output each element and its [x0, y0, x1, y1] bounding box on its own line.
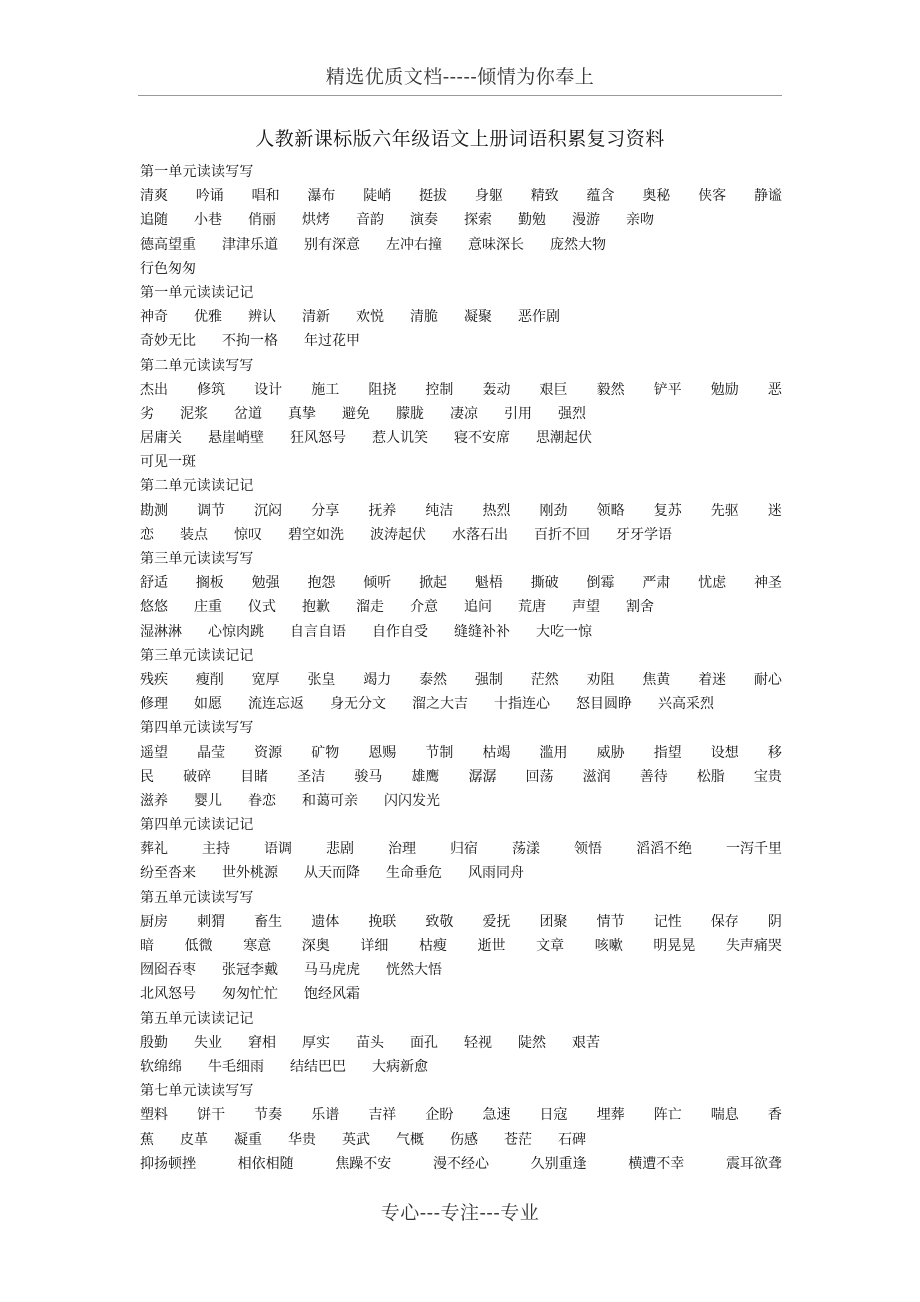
vocab-word: 静谧 — [753, 188, 782, 205]
vocab-word: 精致 — [530, 188, 559, 205]
vocab-word: 波涛起伏 — [370, 526, 426, 543]
vocab-word: 日寇 — [539, 1107, 568, 1124]
vocab-word: 香 — [767, 1107, 782, 1124]
vocab-word: 漫不经心 — [432, 1155, 489, 1172]
vocab-word: 抚养 — [368, 502, 397, 519]
vocab-word: 和蔼可亲 — [302, 792, 358, 809]
vocab-word: 茫然 — [530, 671, 559, 688]
vocab-word: 眷恋 — [248, 792, 276, 809]
word-line — [140, 668, 782, 692]
vocab-word: 殷勤 — [140, 1034, 168, 1051]
header-rule — [138, 95, 782, 96]
vocab-word: 侠客 — [698, 188, 727, 205]
vocab-word: 悲剧 — [326, 841, 354, 858]
vocab-word: 苍茫 — [504, 1131, 532, 1148]
section-heading: 第五单元读读记记 — [140, 1010, 254, 1027]
vocab-word: 勘测 — [140, 502, 168, 519]
word-line — [140, 523, 782, 547]
vocab-word: 左冲右撞 — [386, 236, 442, 253]
vocab-word: 久别重逢 — [530, 1155, 587, 1172]
vocab-word: 惹人讥笑 — [372, 430, 428, 447]
vocab-word: 凄凉 — [450, 405, 478, 422]
vocab-word: 溜走 — [356, 599, 384, 616]
word-line — [140, 1103, 782, 1127]
vocab-word: 挽联 — [368, 913, 397, 930]
vocab-word: 失声痛哭 — [725, 938, 782, 954]
vocab-word: 掀起 — [419, 575, 448, 592]
vocab-word: 英武 — [342, 1131, 370, 1148]
word-line — [140, 595, 782, 619]
vocab-word: 匆匆忙忙 — [222, 986, 278, 1003]
vocab-word: 指望 — [653, 744, 682, 761]
vocab-word: 探索 — [464, 212, 492, 229]
vocab-word: 语调 — [264, 841, 292, 858]
vocab-word: 如愿 — [194, 696, 222, 713]
vocab-word: 陡然 — [518, 1034, 546, 1051]
vocab-word: 不拘一格 — [222, 333, 278, 350]
word-line — [140, 450, 782, 474]
section-heading: 第二单元读读写写 — [140, 357, 254, 374]
vocab-word: 遥望 — [140, 744, 168, 761]
vocab-word: 搁板 — [195, 575, 224, 592]
page-footer: 专心---专注---专业 — [380, 1202, 540, 1224]
vocab-word: 恋 — [140, 526, 154, 543]
vocab-word: 大吃一惊 — [536, 623, 592, 640]
vocab-word: 生命垂危 — [386, 865, 442, 882]
vocab-word: 软绵绵 — [140, 1058, 182, 1075]
vocab-word: 身躯 — [474, 188, 503, 205]
vocab-word: 先驱 — [710, 502, 739, 519]
vocab-word: 清脆 — [410, 309, 438, 326]
vocab-word: 记性 — [653, 913, 682, 930]
vocab-word: 狂风怒号 — [290, 430, 346, 447]
vocab-word: 移 — [767, 744, 782, 761]
vocab-word: 自作自受 — [372, 623, 428, 640]
vocab-word: 埋葬 — [596, 1107, 625, 1124]
vocab-word: 窘相 — [248, 1034, 276, 1051]
vocab-word: 奥秘 — [642, 188, 671, 205]
vocab-word: 复苏 — [653, 502, 682, 519]
vocab-word: 抱怨 — [307, 575, 336, 592]
vocab-word: 松脂 — [696, 768, 725, 785]
vocab-word: 厚实 — [302, 1034, 330, 1051]
word-line — [140, 620, 782, 644]
vocab-word: 团聚 — [539, 913, 568, 930]
vocab-word: 宝贵 — [753, 768, 782, 785]
vocab-word: 回荡 — [525, 768, 554, 785]
word-line — [140, 571, 782, 595]
vocab-word: 畜生 — [254, 913, 283, 930]
vocab-word: 湿淋淋 — [140, 623, 182, 640]
vocab-word: 装点 — [180, 526, 208, 543]
section-heading: 第七单元读读写写 — [140, 1083, 254, 1100]
vocab-word: 寒意 — [243, 938, 272, 954]
vocab-word: 华贵 — [288, 1131, 316, 1148]
vocab-word: 咳嗽 — [594, 938, 623, 954]
document-title: 人教新课标版六年级语文上册词语积累复习资料 — [255, 128, 665, 150]
vocab-word: 神圣 — [753, 575, 782, 592]
vocab-word: 圣洁 — [297, 768, 326, 785]
vocab-word: 世外桃源 — [222, 865, 278, 882]
vocab-word: 马马虎虎 — [304, 962, 360, 979]
vocab-word: 主持 — [202, 841, 230, 858]
vocab-word: 自言自语 — [290, 623, 346, 640]
page-header: 精选优质文档-----倾情为你奉上 — [325, 66, 595, 88]
vocab-word: 婴儿 — [194, 792, 222, 809]
vocab-word: 资源 — [254, 744, 283, 761]
section-heading: 第二单元读读记记 — [140, 478, 254, 495]
word-line — [140, 233, 782, 257]
vocab-word: 真挚 — [288, 405, 316, 422]
vocab-word: 竭力 — [363, 671, 392, 688]
vocab-word: 兴高采烈 — [658, 696, 714, 713]
vocab-word: 引用 — [504, 405, 532, 422]
vocab-word: 陡峭 — [363, 188, 392, 205]
section-heading: 第四单元读读记记 — [140, 817, 254, 834]
vocab-word: 节制 — [425, 744, 454, 761]
vocab-word: 音韵 — [356, 212, 384, 229]
section-heading: 第一单元读读写写 — [140, 164, 254, 180]
vocab-word: 欢悦 — [356, 309, 384, 326]
vocab-word: 遗体 — [311, 913, 340, 930]
vocab-word: 劝阻 — [586, 671, 615, 688]
vocab-word: 水落石出 — [452, 526, 508, 543]
vocab-word: 辨认 — [248, 309, 276, 326]
vocab-word: 骏马 — [354, 768, 383, 785]
vocab-word: 领略 — [596, 502, 625, 519]
vocab-word: 调节 — [197, 502, 226, 519]
word-line — [140, 1031, 782, 1055]
vocab-word: 十指连心 — [494, 696, 550, 713]
word-line — [140, 1152, 782, 1176]
vocab-word: 葬礼 — [140, 841, 168, 858]
vocab-word: 思潮起伏 — [536, 430, 592, 447]
vocab-word: 恶作剧 — [518, 309, 560, 326]
vocab-word: 暗 — [140, 938, 154, 954]
vocab-word: 目睹 — [240, 768, 269, 785]
vocab-word: 归宿 — [450, 841, 478, 858]
vocab-word: 舒适 — [140, 575, 168, 592]
vocab-word: 德高望重 — [140, 236, 196, 253]
vocab-word: 爱抚 — [482, 913, 511, 930]
vocab-word: 吟诵 — [195, 188, 224, 205]
vocab-word: 凝重 — [234, 1131, 262, 1148]
vocab-word: 阵亡 — [653, 1107, 682, 1124]
word-line — [140, 257, 782, 281]
vocab-word: 行色匆匆 — [140, 260, 196, 277]
vocab-word: 严肃 — [642, 575, 671, 592]
vocab-word: 失业 — [194, 1034, 222, 1051]
vocab-word: 耐心 — [753, 671, 782, 688]
word-line — [140, 184, 782, 208]
vocab-word: 纯洁 — [425, 502, 454, 519]
vocab-word: 饼干 — [197, 1107, 226, 1124]
word-line — [140, 378, 782, 402]
word-line — [140, 765, 782, 789]
vocab-word: 情节 — [596, 913, 625, 930]
vocab-word: 铲平 — [653, 381, 682, 398]
word-line — [140, 426, 782, 450]
vocab-word: 雄鹰 — [411, 768, 440, 785]
vocab-word: 溜之大吉 — [412, 696, 468, 713]
vocab-word: 神奇 — [140, 309, 168, 326]
vocab-word: 身无分文 — [330, 696, 386, 713]
vocab-word: 滥用 — [539, 744, 568, 761]
vocab-word: 倾听 — [363, 575, 392, 592]
vocab-word: 碧空如洗 — [288, 526, 344, 543]
word-line — [140, 1128, 782, 1152]
vocab-word: 沉闷 — [254, 502, 283, 519]
vocab-word: 震耳欲聋 — [725, 1155, 782, 1172]
vocab-word: 厨房 — [140, 913, 168, 930]
vocab-word: 割舍 — [626, 599, 654, 616]
vocab-word: 塑料 — [140, 1107, 168, 1124]
vocab-word: 岔道 — [234, 405, 262, 422]
vocab-word: 声望 — [572, 599, 600, 616]
vocab-word: 抑扬顿挫 — [140, 1155, 196, 1172]
section-heading: 第一单元读读记记 — [140, 284, 254, 301]
vocab-word: 残疾 — [140, 671, 168, 688]
vocab-word: 控制 — [425, 381, 454, 398]
vocab-word: 吉祥 — [368, 1107, 397, 1124]
vocab-word: 企盼 — [425, 1107, 454, 1124]
vocab-word: 苗头 — [356, 1034, 384, 1051]
vocab-word: 亲吻 — [626, 212, 654, 229]
vocab-word: 奇妙无比 — [140, 333, 196, 350]
vocab-word: 治理 — [388, 841, 416, 858]
vocab-word: 仪式 — [248, 599, 276, 616]
vocab-word: 唱和 — [251, 188, 280, 205]
vocab-word: 轻视 — [464, 1034, 492, 1051]
vocab-word: 枯竭 — [482, 744, 511, 761]
word-line — [140, 1055, 782, 1079]
section-heading: 第四单元读读写写 — [140, 720, 254, 737]
vocab-word: 枯瘦 — [418, 938, 447, 954]
vocab-word: 分享 — [311, 502, 340, 519]
vocab-word: 饱经风霜 — [304, 986, 360, 1003]
vocab-word: 逝世 — [477, 938, 506, 954]
vocab-word: 别有深意 — [304, 236, 360, 253]
vocab-word: 可见一斑 — [140, 454, 196, 471]
vocab-word: 恩赐 — [368, 744, 397, 761]
vocab-word: 漫游 — [572, 212, 600, 229]
vocab-word: 设计 — [254, 381, 283, 398]
vocab-word: 纷至沓来 — [140, 865, 196, 882]
vocab-word: 滔滔不绝 — [636, 841, 692, 858]
vocab-word: 清新 — [302, 309, 330, 326]
vocab-word: 烘烤 — [302, 212, 330, 229]
vocab-word: 一泻千里 — [726, 841, 782, 858]
vocab-word: 忧虑 — [698, 575, 727, 592]
vocab-word: 强制 — [474, 671, 503, 688]
vocab-word: 着迷 — [698, 671, 727, 688]
vocab-word: 喘息 — [710, 1107, 739, 1124]
vocab-word: 相依相随 — [237, 1155, 294, 1172]
vocab-word: 牙牙学语 — [616, 526, 672, 543]
vocab-word: 追随 — [140, 212, 168, 229]
word-line — [140, 208, 782, 232]
vocab-word: 迷 — [767, 502, 782, 519]
vocab-word: 荡漾 — [512, 841, 540, 858]
vocab-word: 瀑布 — [307, 188, 336, 205]
word-line — [140, 741, 782, 765]
vocab-word: 优雅 — [194, 309, 222, 326]
word-line — [140, 861, 782, 885]
vocab-word: 蕉 — [140, 1131, 154, 1148]
vocab-word: 焦躁不安 — [335, 1155, 392, 1172]
vocab-word: 强烈 — [558, 405, 586, 422]
vocab-word: 焦黄 — [642, 671, 671, 688]
vocab-word: 杰出 — [140, 381, 168, 398]
vocab-word: 滋养 — [140, 792, 168, 809]
vocab-word: 详细 — [360, 938, 389, 954]
word-line — [140, 958, 782, 982]
vocab-word: 勉强 — [251, 575, 280, 592]
vocab-word: 设想 — [710, 744, 739, 761]
vocab-word: 牛毛细雨 — [208, 1058, 264, 1075]
vocab-word: 皮革 — [180, 1131, 208, 1148]
word-line — [140, 910, 782, 934]
vocab-word: 庞然大物 — [550, 236, 606, 253]
vocab-word: 修筑 — [197, 381, 226, 398]
vocab-word: 追问 — [464, 599, 492, 616]
vocab-word: 施工 — [311, 381, 340, 398]
vocab-word: 凝聚 — [464, 309, 492, 326]
vocab-word: 小巷 — [194, 212, 222, 229]
vocab-word: 文章 — [536, 938, 565, 954]
vocab-word: 破碎 — [183, 768, 212, 785]
vocab-word: 保存 — [710, 913, 739, 930]
vocab-word: 宽厚 — [251, 671, 280, 688]
vocab-word: 避免 — [342, 405, 370, 422]
word-line — [140, 305, 782, 329]
vocab-word: 急速 — [482, 1107, 511, 1124]
vocab-word: 面孔 — [410, 1034, 438, 1051]
vocab-word: 风雨同舟 — [468, 865, 524, 882]
vocab-word: 勤勉 — [518, 212, 546, 229]
vocab-word: 张冠李戴 — [222, 962, 278, 979]
vocab-word: 介意 — [410, 599, 438, 616]
vocab-word: 刚劲 — [539, 502, 568, 519]
vocab-word: 刺猬 — [197, 913, 226, 930]
vocab-word: 致敬 — [425, 913, 454, 930]
section-heading: 第三单元读读记记 — [140, 647, 254, 664]
vocab-word: 修理 — [140, 696, 168, 713]
vocab-word: 毅然 — [596, 381, 625, 398]
vocab-word: 晶莹 — [197, 744, 226, 761]
word-line — [140, 837, 782, 861]
vocab-word: 年过花甲 — [304, 333, 360, 350]
vocab-word: 阴 — [767, 913, 782, 930]
vocab-word: 阻挠 — [368, 381, 397, 398]
vocab-word: 北风怒号 — [140, 986, 196, 1003]
vocab-word: 清爽 — [140, 188, 168, 205]
vocab-word: 民 — [140, 768, 154, 785]
word-line — [140, 789, 782, 813]
vocab-word: 艰巨 — [539, 381, 568, 398]
vocab-word: 石碑 — [558, 1131, 586, 1148]
vocab-word: 深奥 — [301, 938, 330, 954]
vocab-word: 抱歉 — [302, 599, 330, 616]
vocab-word: 明晃晃 — [653, 938, 696, 954]
vocab-word: 恶 — [767, 381, 782, 398]
section-heading: 第三单元读读写写 — [140, 551, 254, 567]
vocab-word: 倒霉 — [586, 575, 615, 592]
vocab-word: 魁梧 — [474, 575, 503, 592]
vocab-word: 从天而降 — [304, 865, 360, 882]
vocab-word: 俏丽 — [248, 212, 276, 229]
vocab-word: 朦胧 — [396, 405, 424, 422]
vocab-word: 流连忘返 — [248, 696, 304, 713]
vocab-word: 泥浆 — [180, 405, 208, 422]
vocab-word: 轰动 — [482, 381, 511, 398]
vocab-word: 撕破 — [530, 575, 559, 592]
vocab-word: 伤感 — [450, 1131, 478, 1148]
vocab-word: 心惊肉跳 — [208, 623, 264, 640]
vocab-word: 演奏 — [410, 212, 438, 229]
vocab-word: 领悟 — [574, 841, 602, 858]
vocab-word: 悠悠 — [140, 599, 168, 616]
vocab-word: 结结巴巴 — [290, 1058, 346, 1075]
vocab-word: 热烈 — [482, 502, 511, 519]
vocab-word: 惊叹 — [234, 526, 262, 543]
vocab-word: 低微 — [184, 938, 213, 954]
vocab-word: 矿物 — [311, 744, 340, 761]
vocab-word: 潺潺 — [468, 768, 497, 785]
word-line — [140, 402, 782, 426]
vocab-word: 荒唐 — [518, 599, 546, 616]
vocab-word: 勉励 — [710, 381, 739, 398]
vocab-word: 蕴含 — [586, 188, 615, 205]
word-line — [140, 329, 782, 353]
word-line — [140, 982, 782, 1006]
vocab-word: 庄重 — [194, 599, 222, 616]
vocab-word: 善待 — [639, 768, 668, 785]
vocab-word: 挺拔 — [419, 188, 448, 205]
vocab-word: 乐谱 — [311, 1107, 340, 1124]
vocab-word: 节奏 — [254, 1107, 283, 1124]
vocab-word: 大病新愈 — [372, 1058, 428, 1075]
vocab-word: 缝缝补补 — [454, 623, 510, 640]
vocab-word: 瘦削 — [195, 671, 224, 688]
word-line — [140, 692, 782, 716]
vocab-word: 百折不回 — [534, 526, 590, 543]
vocab-word: 横遭不幸 — [628, 1155, 685, 1172]
vocab-word: 威胁 — [596, 744, 625, 761]
vocab-word: 居庸关 — [140, 430, 182, 447]
section-heading: 第五单元读读写写 — [140, 889, 254, 906]
vocab-word: 津津乐道 — [222, 236, 278, 253]
vocab-word: 悬崖峭壁 — [208, 430, 264, 447]
vocab-word: 滋润 — [582, 768, 611, 785]
vocab-word: 寝不安席 — [454, 430, 510, 447]
vocab-word: 恍然大悟 — [386, 962, 442, 979]
vocab-word: 张皇 — [307, 671, 336, 688]
vocab-word: 怒目圆睁 — [576, 696, 632, 713]
vocab-word: 劣 — [140, 405, 154, 422]
vocab-word: 意味深长 — [468, 236, 524, 253]
word-line — [140, 934, 782, 958]
vocab-word: 囫囵吞枣 — [140, 962, 196, 979]
vocabulary-content — [140, 160, 782, 1176]
vocab-word: 艰苦 — [572, 1034, 600, 1051]
vocab-word: 闪闪发光 — [384, 792, 440, 809]
vocab-word: 泰然 — [419, 671, 448, 688]
vocab-word: 气概 — [396, 1131, 424, 1148]
word-line — [140, 499, 782, 523]
